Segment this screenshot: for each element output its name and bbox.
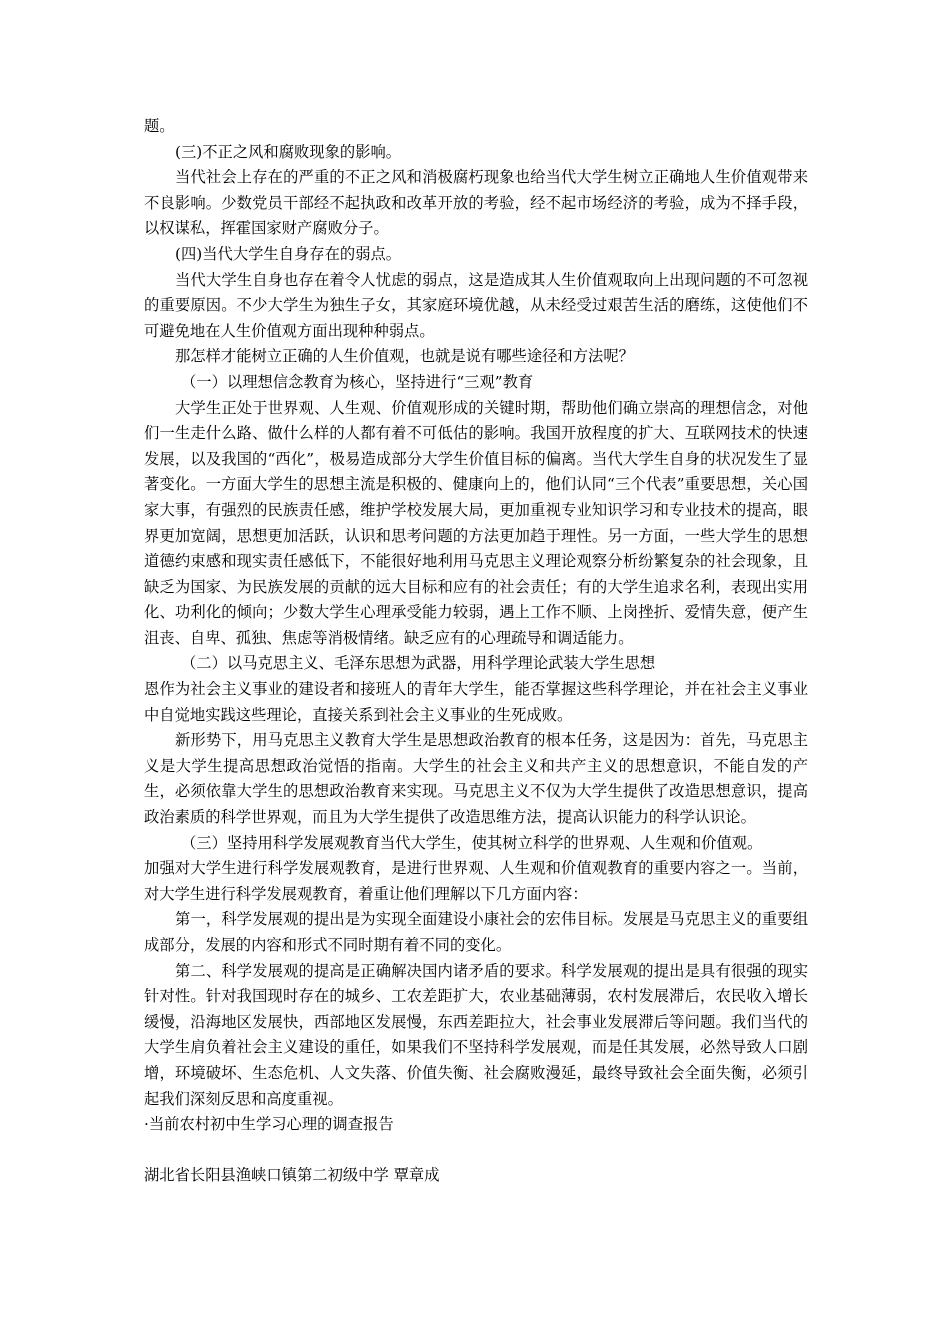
paragraph-continuation: 题。 [144,117,175,135]
method-heading-3: （三）坚持用科学发展观教育当代大学生，使其树立科学的世界观、人生观和价值观。 [181,833,763,852]
paragraph-question: 那怎样才能树立正确的人生价值观，也就是说有哪些途径和方法呢？ [175,347,634,366]
paragraph: 当代大学生自身也存在着令人忧虑的弱点，这是造成其人生价值观取向上出现问题的不可忽视的重要原因。不少大学生为独生子女，其家庭环境优越，从未经受过艰苦生活的磨练，这使他们不可避免地在人生价值观方面出现种种弱点。 [144,270,808,340]
report-title: ·当前农村初中生学习心理的调查报告 [144,1115,394,1134]
author-line: 湖北省长阳县渔峡口镇第二初级中学 覃章成 [144,1166,440,1185]
section-heading-4: (四)当代大学生自身存在的弱点。 [175,244,402,263]
paragraph: 第二、科学发展观的提高是正确解决国内诸矛盾的要求。科学发展观的提出是具有很强的现实针对性。针对我国现时存在的城乡、工农差距扩大，农业基础薄弱，农村发展滞后，农民收入增长缓慢，沿海地区发展快，西部地区发展慢，东西差距拉大，社会事业发展滞后等问题。我们当代的大学生肩负着社会主义建设的重任，如果我们不坚持科学发展观，而是任其发展，必然导致人口剧增，环境破坏、生态危机、人文失落、价值失衡、社会腐败漫延，最终导致社会全面失衡，必须引起我们深刻反思和高度重视。 [144,961,808,1108]
paragraph: 当代社会上存在的严重的不正之风和消极腐朽现象也给当代大学生树立正确地人生价值观带来不良影响。少数党员干部经不起执政和改革开放的考验，经不起市场经济的考验，成为不择手段，以权谋私，挥霍国家财产腐败分子。 [144,168,808,238]
method-heading-2: （二）以马克思主义、毛泽东思想为武器，用科学理论武装大学生思想 [181,654,656,673]
document-body [144,114,808,1189]
paragraph: 恩作为社会主义事业的建设者和接班人的青年大学生，能否掌握这些科学理论，并在社会主义事业中自觉地实践这些理论，直接关系到社会主义事业的生死成败。 [144,680,808,724]
section-heading-3: (三)不正之风和腐败现象的影响。 [175,142,402,161]
paragraph: 第一，科学发展观的提出是为实现全面建设小康社会的宏伟目标。发展是马克思主义的重要组成部分，发展的内容和形式不同时期有着不同的变化。 [144,910,808,954]
paragraph: 加强对大学生进行科学发展观教育，是进行世界观、人生观和价值观教育的重要内容之一。当前，对大学生进行科学发展观教育，着重让他们理解以下几方面内容： [144,859,808,903]
paragraph: 新形势下，用马克思主义教育大学生是思想政治教育的根本任务，这是因为：首先，马克思主义是大学生提高思想政治觉悟的指南。大学生的社会主义和共产主义的思想意识，不能自发的产生，必须依靠大学生的思想政治教育来实现。马克思主义不仅为大学生提供了改造思想意识，提高政治素质的科学世界观，而且为大学生提供了改造思维方法，提高认识能力的科学认识论。 [144,731,808,827]
paragraph: 大学生正处于世界观、人生观、价值观形成的关键时期，帮助他们确立崇高的理想信念，对他们一生走什么路、做什么样的人都有着不可低估的影响。我国开放程度的扩大、互联网技术的快速发展，以及我国的“西化”，极易造成部分大学生价值目标的偏离。当代大学生自身的状况发生了显著变化。一方面大学生的思想主流是积极的、健康向上的，他们认同“三个代表”重要思想，关心国家大事，有强烈的民族责任感，维护学校发展大局，更加重视专业知识学习和专业技术的提高，眼界更加宽阔，思想更加活跃，认识和思考问题的方法更加趋于理性。另一方面，一些大学生的思想道德约束感和现实责任感低下，不能很好地利用马克思主义理论观察分析纷繁复杂的社会现象，且缺乏为国家、为民族发展的贡献的远大目标和应有的社会责任；有的大学生追求名利，表现出实用化、功利化的倾向；少数大学生心理承受能力较弱，遇上工作不顺、上岗挫折、爱情失意，便产生沮丧、自卑、孤独、焦虑等消极情绪。缺乏应有的心理疏导和调适能力。 [144,398,808,647]
method-heading-1: （一）以理想信念教育为核心，坚持进行“三观”教育 [181,372,534,391]
blank-line [144,1138,808,1164]
